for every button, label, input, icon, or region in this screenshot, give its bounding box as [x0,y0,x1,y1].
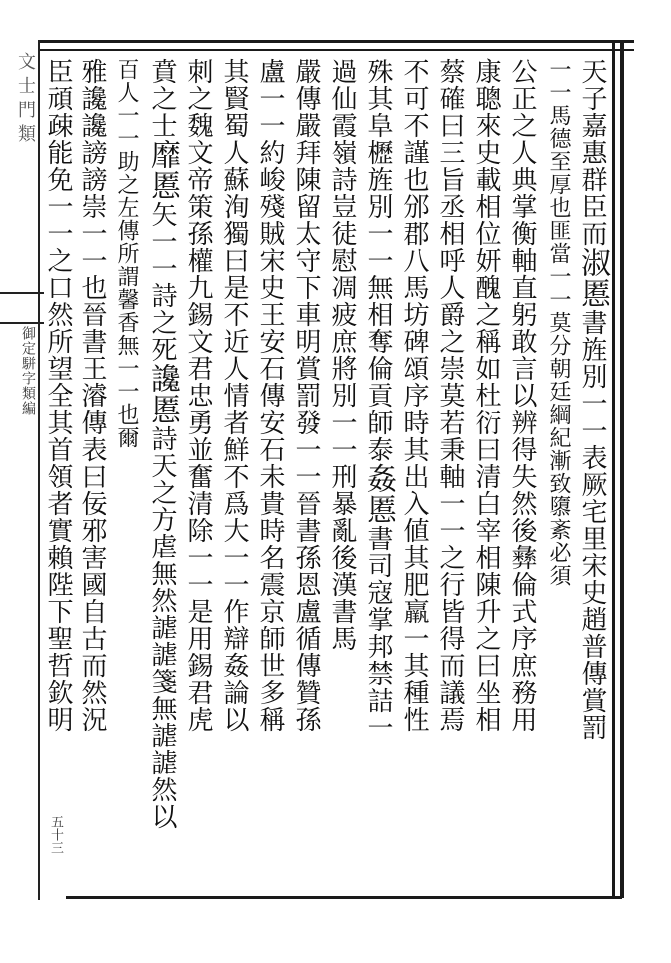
text-column-14: 百人一一助之左傳所謂馨香無一一也爾 [114,58,139,449]
text-column-16: 臣頑疎能免一一之口然所望全其首領者實賴陛下聖哲欽明 [43,58,73,733]
text-column-9: 嚴傳嚴拜陳留太守下車明賞罰發一一晉書孫恩盧循傳贊孫 [291,58,321,733]
text-column-12: 刺之魏文帝策孫權九錫文君忠勇並奮清除一一是用錫君虎 [183,58,213,733]
text-column-2: 一一馬德至厚也匪當一一莫分朝廷綱紀漸致隳紊必須 [546,58,571,587]
frame-right-rule-outer [620,40,624,898]
text-column-13: 賁之士靡慝矢一一詩之死讒慝詩天之方虐無然謔謔箋無謔謔然以 [145,58,180,830]
text-column-6: 不可不謹也邠郡八馬坊碑頌序時其出入値其肥羸一其種性 [399,58,429,733]
headword-chan: 讒慝 [145,363,180,425]
headword-shu: 淑慝 [575,247,610,309]
headword-jian: 姦慝 [361,463,396,525]
text-column-4: 康聰來史載相位妍醜之稱如杜衍曰清白宰相陳升之曰坐相 [471,58,501,733]
text-column-11: 其賢蜀人蘇洵獨曰是不近人情者鮮不爲大一一作辯姦論以 [219,58,249,733]
frame-top-rule [38,40,634,43]
page-number: 五十三 [48,815,63,854]
headword-mi: 靡慝 [145,139,180,201]
text-column-3: 公正之人典掌衡軸直躬敢言以辨得失然後彝倫式序庶務用 [507,58,537,733]
text-column-10: 盧一一約峻殘賊宋史王安石傳安石未貴時名震京師世多稱 [255,58,285,733]
text-column-1: 天子嘉惠群臣而淑慝書旌別一一表厥宅里宋史趙普傳賞罰 [575,58,610,741]
frame-right-rule [612,40,615,898]
text-column-5: 蔡確曰三旨丞相呼人爵之崇莫若秉軸一一之行皆得而議焉 [435,58,465,733]
margin-band-text: 文士門類 [15,52,36,148]
frame-top-rule-inner [38,49,634,51]
margin-book-title: 御定駢字類編 [20,326,36,416]
frame-bottom-rule [66,896,622,899]
text-column-15: 雅讒讒謗謗崇一一也晉書王濬傳表曰佞邪害國自古而然況 [77,58,107,733]
text-column-7: 殊其阜櫪旌別一一無相奪倫貢師泰姦慝書司寇掌邦禁詰一 [361,58,396,741]
text-column-8: 過仙霞嶺詩豈徒慰凋疲庶將別一一刑暴亂後漢書馬 [327,58,357,652]
